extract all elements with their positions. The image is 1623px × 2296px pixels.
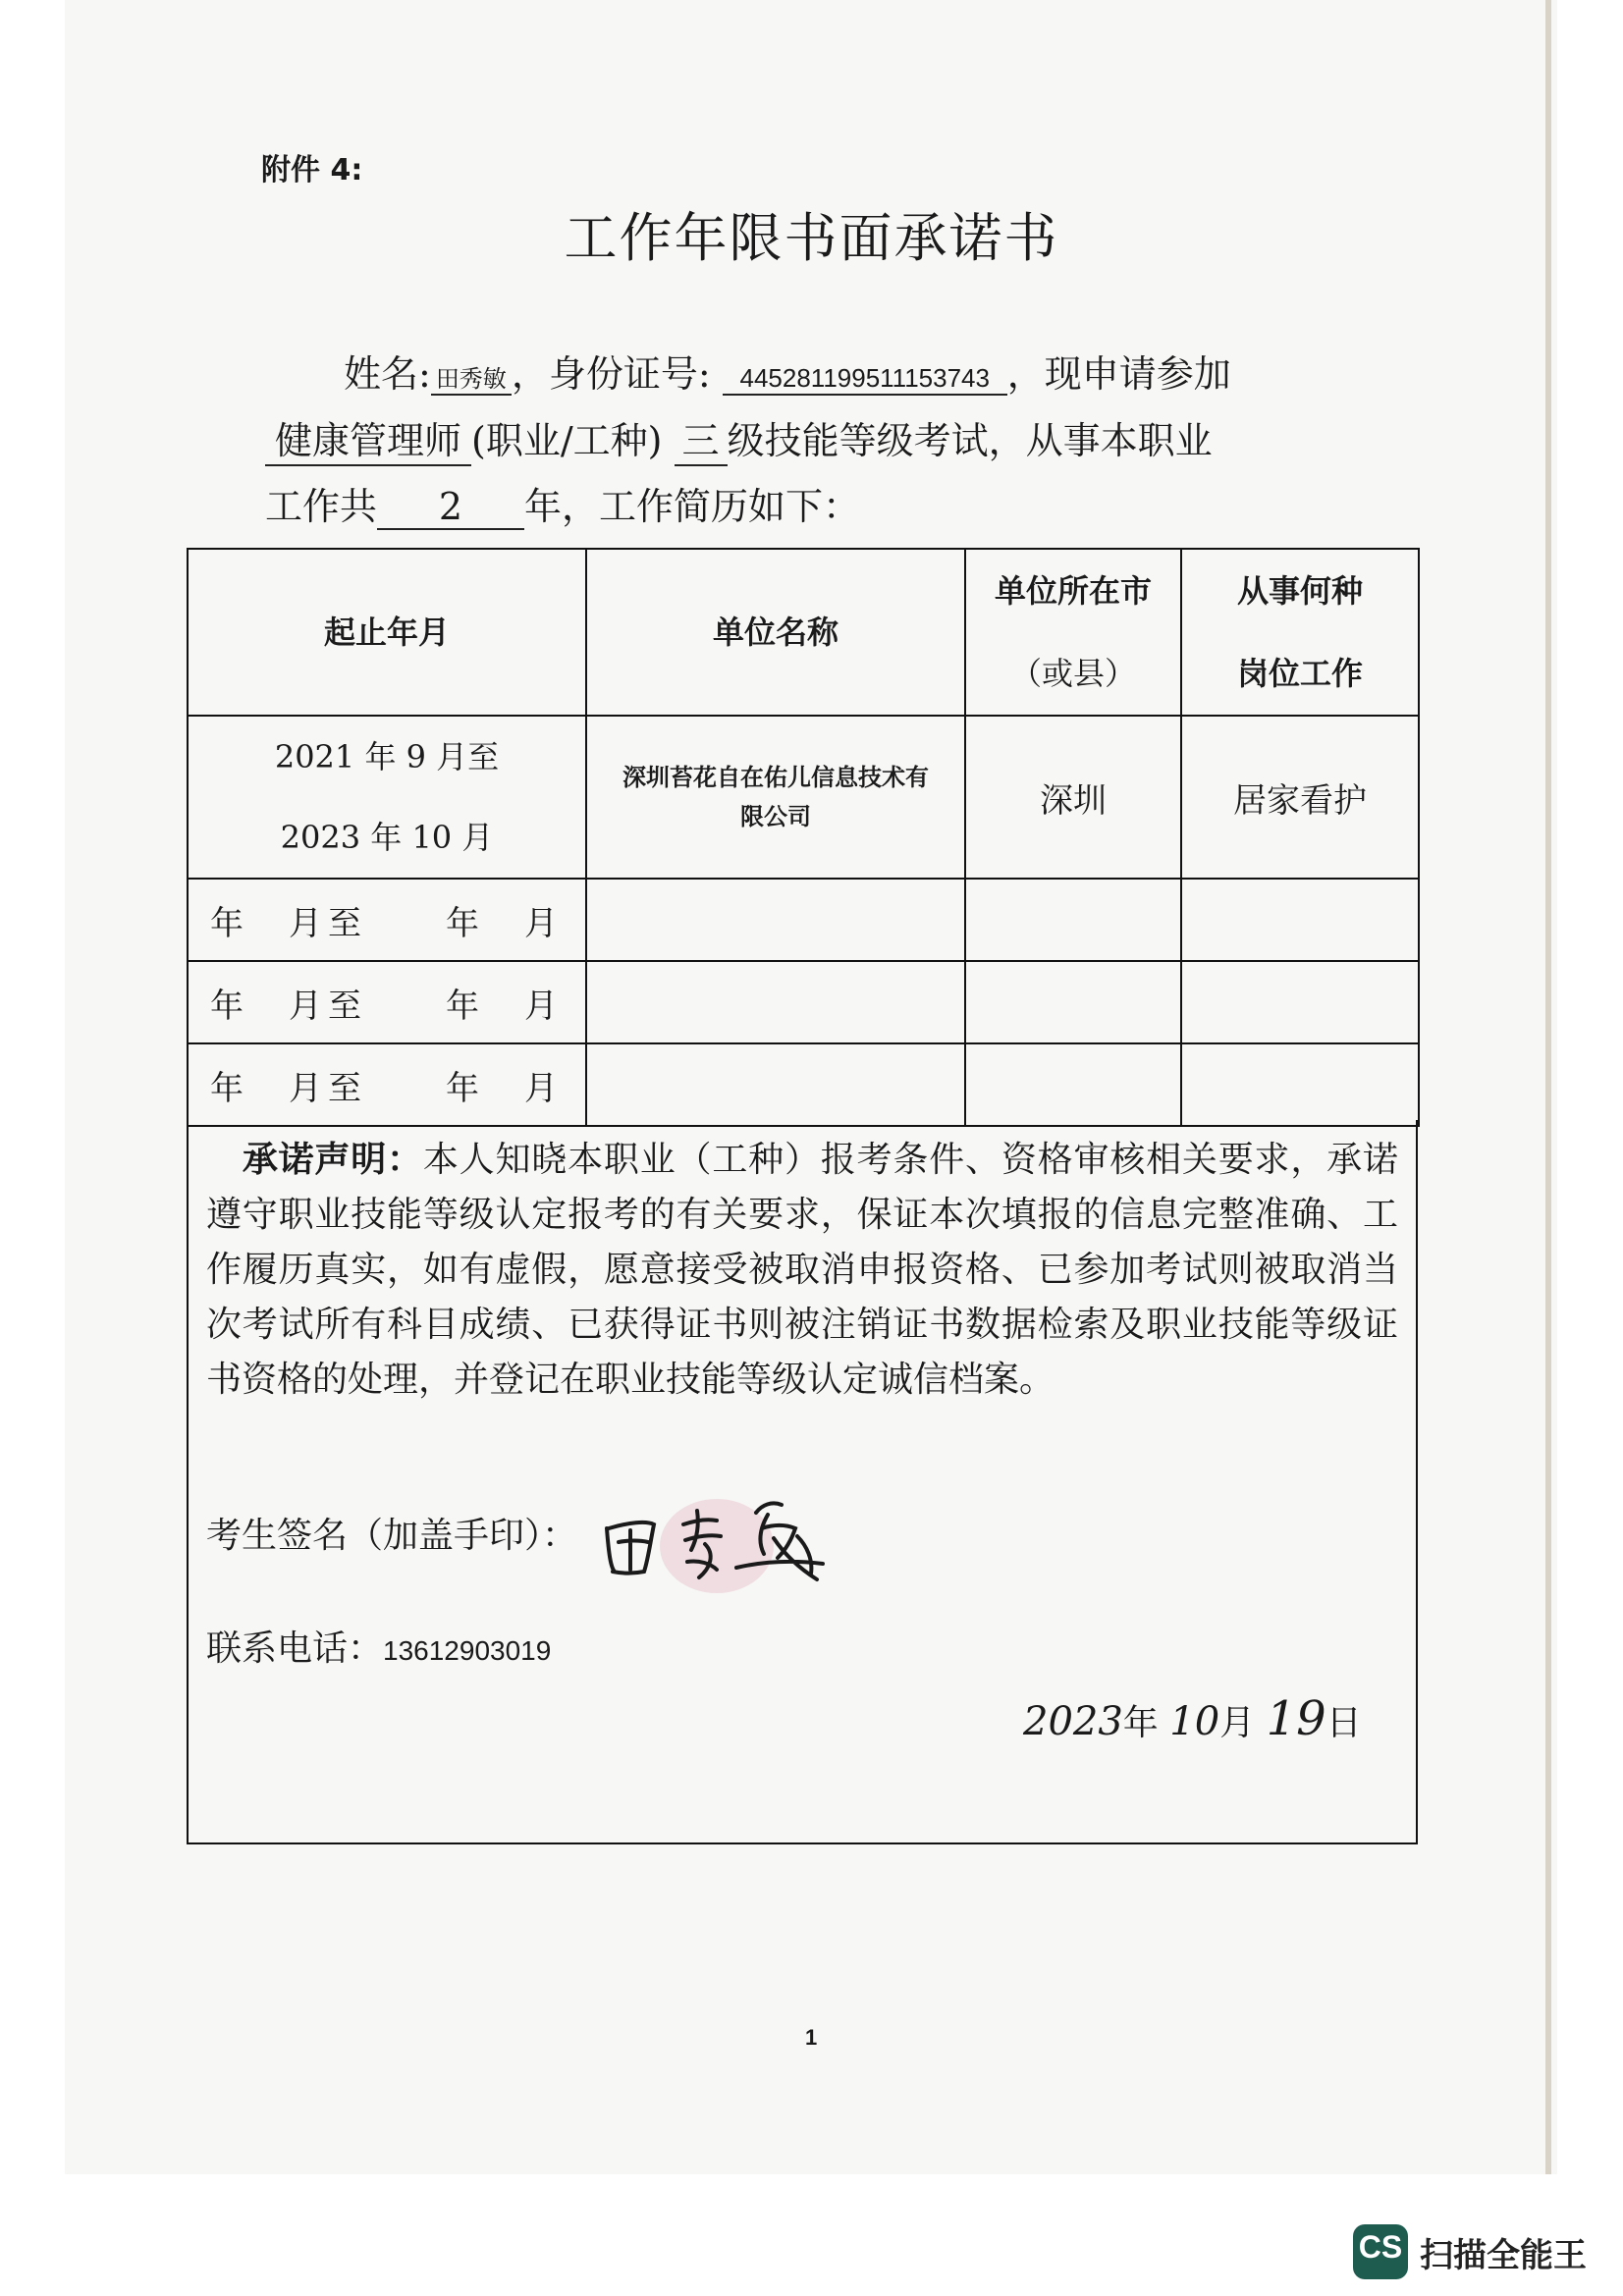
intro-line-1: 姓名: 田秀敏 ，身份证号: 445281199511153743 ，现申请参加 xyxy=(344,352,1231,396)
blank-cell xyxy=(1181,961,1419,1043)
blank-period-cell: 年 月至 年 月 xyxy=(188,1043,586,1126)
header-post-line1: 从事何种 xyxy=(1236,572,1363,610)
blank-cell xyxy=(586,1043,965,1126)
header-post-line2: 岗位工作 xyxy=(1236,655,1363,692)
period-start: 2021 年 9 月至 xyxy=(274,738,500,775)
sign-date xyxy=(1023,1691,1362,1746)
date-day-unit: 日 xyxy=(1325,1703,1362,1743)
date-day: 19 xyxy=(1266,1691,1326,1746)
id-label: 身份证号: xyxy=(548,352,711,396)
camscanner-badge-text: CS xyxy=(1358,2229,1403,2265)
blank-period-cell: 年 月至 年 月 xyxy=(188,879,586,961)
page-number: 1 xyxy=(805,2025,818,2050)
city-cell: 深圳 xyxy=(965,716,1181,879)
work-prefix: 工作共 xyxy=(265,485,378,528)
pledge-section xyxy=(187,1120,1418,1844)
signature-text xyxy=(189,1121,190,1122)
date-month-unit: 月 xyxy=(1219,1703,1256,1743)
date-month: 10 xyxy=(1169,1699,1220,1744)
phone-line xyxy=(206,1621,551,1671)
unit-line2: 限公司 xyxy=(740,803,811,830)
name-label: 姓名: xyxy=(344,352,431,396)
blank-period-cell: 年 月至 年 月 xyxy=(188,961,586,1043)
level-suffix: 级技能等级考试，从事本职业 xyxy=(727,419,1213,462)
signature-label: 考生签名（加盖手印）： xyxy=(206,1516,578,1556)
id-value: 445281199511153743 xyxy=(723,363,1007,396)
pledge-body: 本人知晓本职业（工种）报考条件、资格审核相关要求，承诺遵守职业技能等级认定报考的有关要求，保证本次填报的信息完整准确、工作履历真实，如有虚假，愿意接受被取消申报资格、已参加考试则被取消当次考试所有科目成绩、已获得证书则被注销证书数据检索及职业技能等级证书资格的处理，并登记在职业技能等级认定诚信档案。 xyxy=(206,1140,1398,1400)
apply-text: 现申请参加 xyxy=(1044,352,1231,396)
header-city-line2: （或县） xyxy=(1009,655,1136,692)
blank-cell xyxy=(1181,879,1419,961)
phone-label: 联系电话： xyxy=(206,1629,384,1669)
table-row xyxy=(188,716,1419,879)
work-suffix: 年，工作简历如下： xyxy=(524,485,861,528)
occupation-value: 健康管理师 xyxy=(265,410,471,466)
blank-cell xyxy=(965,879,1181,961)
occupation-label: (职业/工种) xyxy=(471,419,663,462)
blank-cell xyxy=(586,879,965,961)
blank-cell xyxy=(1181,1043,1419,1126)
unit-line1: 深圳苔花自在佑儿信息技术有 xyxy=(622,764,929,791)
blank-cell xyxy=(965,961,1181,1043)
page-edge xyxy=(1545,0,1551,2174)
table-row xyxy=(188,961,1419,1043)
blank-cell xyxy=(965,1043,1181,1126)
table-row xyxy=(188,1043,1419,1126)
camscanner-app-name: 扫描全能王 xyxy=(1420,2236,1587,2275)
period-end: 2023 年 10 月 xyxy=(280,819,494,856)
intro-line-3 xyxy=(265,476,860,530)
date-year-unit: 年 xyxy=(1122,1703,1159,1743)
blank-cell xyxy=(586,961,965,1043)
header-unit: 单位名称 xyxy=(586,549,965,716)
period-cell xyxy=(188,716,586,879)
intro-line-2 xyxy=(265,410,1213,466)
years-value: 2 xyxy=(377,485,524,530)
document-title: 工作年限书面承诺书 xyxy=(564,207,1059,269)
attachment-label: 附件 4: xyxy=(261,153,363,187)
pledge-text xyxy=(206,1132,1398,1408)
pledge-heading: 承诺声明： xyxy=(242,1139,423,1180)
name-value: 田秀敏 xyxy=(431,359,512,396)
signature-image xyxy=(589,1485,1001,1603)
header-city xyxy=(965,549,1181,716)
unit-cell xyxy=(586,716,965,879)
date-year: 2023 xyxy=(1023,1699,1123,1744)
level-value: 三 xyxy=(675,410,728,466)
header-post xyxy=(1181,549,1419,716)
header-period: 起止年月 xyxy=(188,549,586,716)
post-cell: 居家看护 xyxy=(1181,716,1419,879)
header-city-line1: 单位所在市 xyxy=(994,572,1152,610)
signature-line xyxy=(206,1508,577,1558)
table-row xyxy=(188,879,1419,961)
table-header-row xyxy=(188,549,1419,716)
phone-value: 13612903019 xyxy=(383,1635,552,1666)
work-history-table xyxy=(187,548,1420,1127)
